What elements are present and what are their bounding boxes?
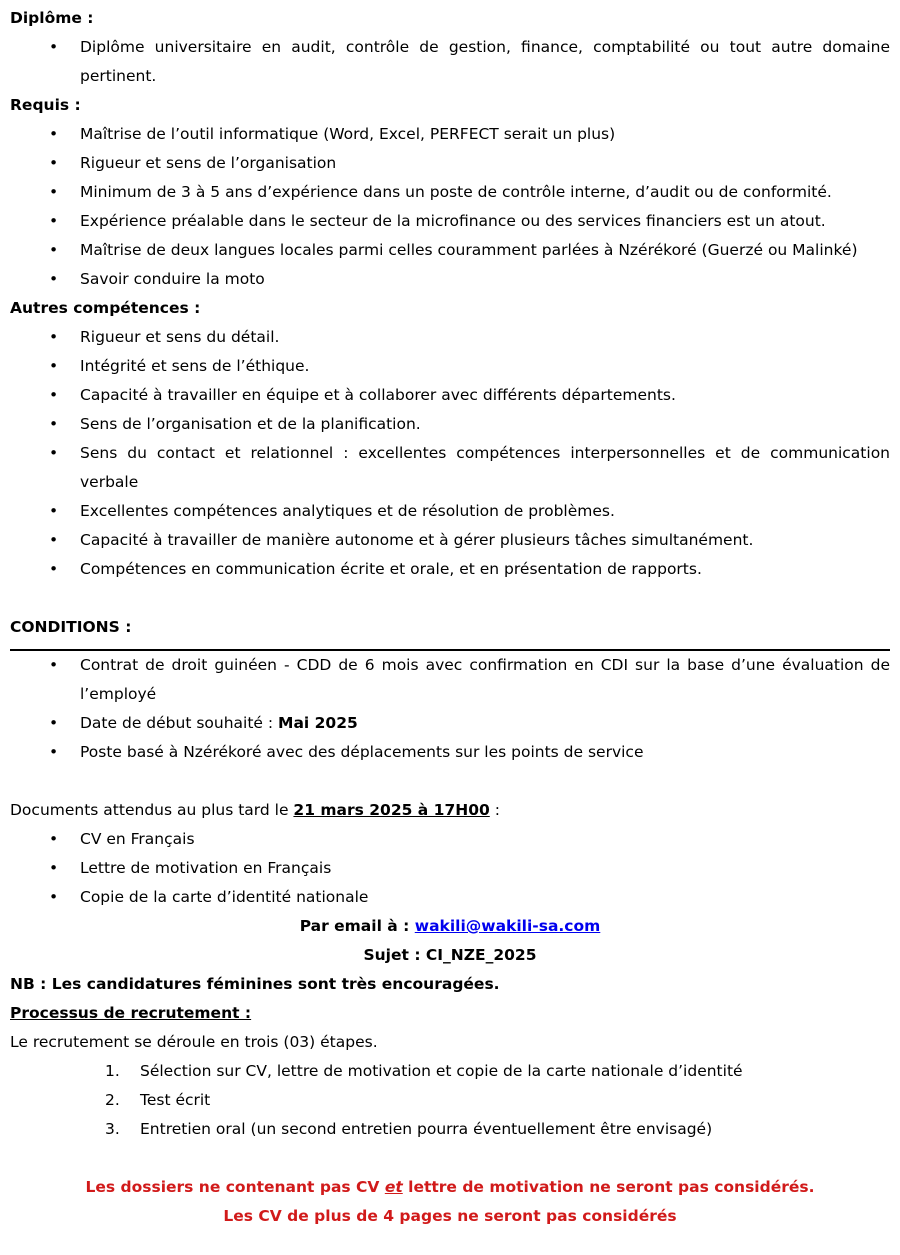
numbered-item — [10, 1057, 890, 1086]
spacer — [10, 1144, 890, 1173]
bullet-item-text: Contrat de droit guinéen - CDD de 6 mois avec confirmation en CDI sur la base d’une évaluation de l’employé — [80, 656, 890, 703]
bullet-item-text: Savoir conduire la moto — [80, 270, 265, 288]
section-heading-requis: Requis : — [10, 96, 81, 114]
section-heading-conditions: CONDITIONS : — [10, 613, 890, 651]
diplome-list — [10, 33, 890, 91]
bullet-item — [10, 526, 890, 555]
warning-text-after: lettre de motivation ne seront pas considérés. — [402, 1178, 815, 1196]
bullet-item — [10, 825, 890, 854]
spacer — [10, 584, 890, 613]
bullet-item-text: Sens de l’organisation et de la planification. — [80, 415, 421, 433]
warning-text-before: Les dossiers ne contenant pas CV — [85, 1178, 385, 1196]
bullet-item-text: Rigueur et sens du détail. — [80, 328, 280, 346]
documents-intro — [10, 796, 890, 825]
bullet-item-text: Intégrité et sens de l’éthique. — [80, 357, 310, 375]
autres-competences-list — [10, 323, 890, 584]
requis-list — [10, 120, 890, 294]
bullet-item-text: CV en Français — [80, 830, 195, 848]
bullet-item — [10, 439, 890, 497]
subject-line: Sujet : CI_NZE_2025 — [363, 946, 537, 964]
bullet-item-text: Maîtrise de l’outil informatique (Word, Excel, PERFECT serait un plus) — [80, 125, 616, 143]
bullet-item-text: Rigueur et sens de l’organisation — [80, 154, 337, 172]
conditions-list — [10, 651, 890, 767]
section-heading-diplome: Diplôme : — [10, 9, 94, 27]
numbered-item-text: Sélection sur CV, lettre de motivation et copie de la carte nationale d’identité — [140, 1062, 743, 1080]
bullet-item — [10, 149, 890, 178]
documents-list — [10, 825, 890, 912]
email-line — [10, 912, 890, 941]
start-date-label: Date de début souhaité : — [80, 714, 279, 732]
bullet-item-text: Expérience préalable dans le secteur de la microfinance ou des services financiers est un atout. — [80, 212, 826, 230]
bullet-item-text: Excellentes compétences analytiques et de résolution de problèmes. — [80, 502, 615, 520]
bullet-item-text: Diplôme universitaire en audit, contrôle de gestion, finance, comptabilité ou tout autre domaine pertinent. — [80, 38, 890, 85]
documents-intro-text: Documents attendus au plus tard le — [10, 801, 294, 819]
bullet-item-text: Compétences en communication écrite et orale, et en présentation de rapports. — [80, 560, 702, 578]
bullet-item — [10, 709, 890, 738]
numbered-item — [10, 1086, 890, 1115]
bullet-item-text: Copie de la carte d’identité nationale — [80, 888, 369, 906]
bullet-item — [10, 555, 890, 584]
email-label: Par email à : — [299, 917, 415, 935]
bullet-item — [10, 738, 890, 767]
bullet-item-text: Maîtrise de deux langues locales parmi celles couramment parlées à Nzérékoré (Guerzé ou Malinké) — [80, 241, 858, 259]
bullet-item-text: Lettre de motivation en Français — [80, 859, 332, 877]
bullet-item — [10, 497, 890, 526]
start-date-value: Mai 2025 — [278, 714, 358, 732]
bullet-item — [10, 651, 890, 709]
bullet-item — [10, 178, 890, 207]
documents-intro-colon: : — [489, 801, 500, 819]
numbered-item-text: Entretien oral (un second entretien pourra éventuellement être envisagé) — [140, 1120, 713, 1138]
bullet-item-text: Sens du contact et relationnel : excellentes compétences interpersonnelles et de communication verbale — [80, 444, 890, 491]
bullet-item — [10, 352, 890, 381]
warning-emphasis-et: et — [384, 1178, 403, 1196]
warning-line-2: Les CV de plus de 4 pages ne seront pas considérés — [223, 1207, 677, 1225]
documents-deadline: 21 mars 2025 à 17H00 — [293, 801, 490, 819]
bullet-item — [10, 120, 890, 149]
processus-steps-list — [10, 1057, 890, 1144]
numbered-item-text: Test écrit — [140, 1091, 211, 1109]
bullet-item — [10, 236, 890, 265]
nb-note: NB : Les candidatures féminines sont très encouragées. — [10, 975, 500, 993]
bullet-item-text: Poste basé à Nzérékoré avec des déplacements sur les points de service — [80, 743, 644, 761]
processus-intro: Le recrutement se déroule en trois (03) étapes. — [10, 1033, 378, 1051]
bullet-item — [10, 854, 890, 883]
bullet-item-text: Minimum de 3 à 5 ans d’expérience dans un poste de contrôle interne, d’audit ou de conformité. — [80, 183, 832, 201]
bullet-item — [10, 410, 890, 439]
section-heading-processus: Processus de recrutement : — [10, 1004, 252, 1022]
warning-line-1 — [10, 1173, 890, 1202]
bullet-item-text: Capacité à travailler en équipe et à collaborer avec différents départements. — [80, 386, 676, 404]
numbered-item — [10, 1115, 890, 1144]
bullet-item-text: Capacité à travailler de manière autonome et à gérer plusieurs tâches simultanément. — [80, 531, 754, 549]
spacer — [10, 767, 890, 796]
section-heading-autres-competences: Autres compétences : — [10, 299, 201, 317]
email-link[interactable]: wakili@wakili-sa.com — [414, 917, 601, 935]
bullet-item — [10, 381, 890, 410]
bullet-item — [10, 883, 890, 912]
bullet-item — [10, 207, 890, 236]
bullet-item — [10, 265, 890, 294]
bullet-item — [10, 33, 890, 91]
bullet-item — [10, 323, 890, 352]
